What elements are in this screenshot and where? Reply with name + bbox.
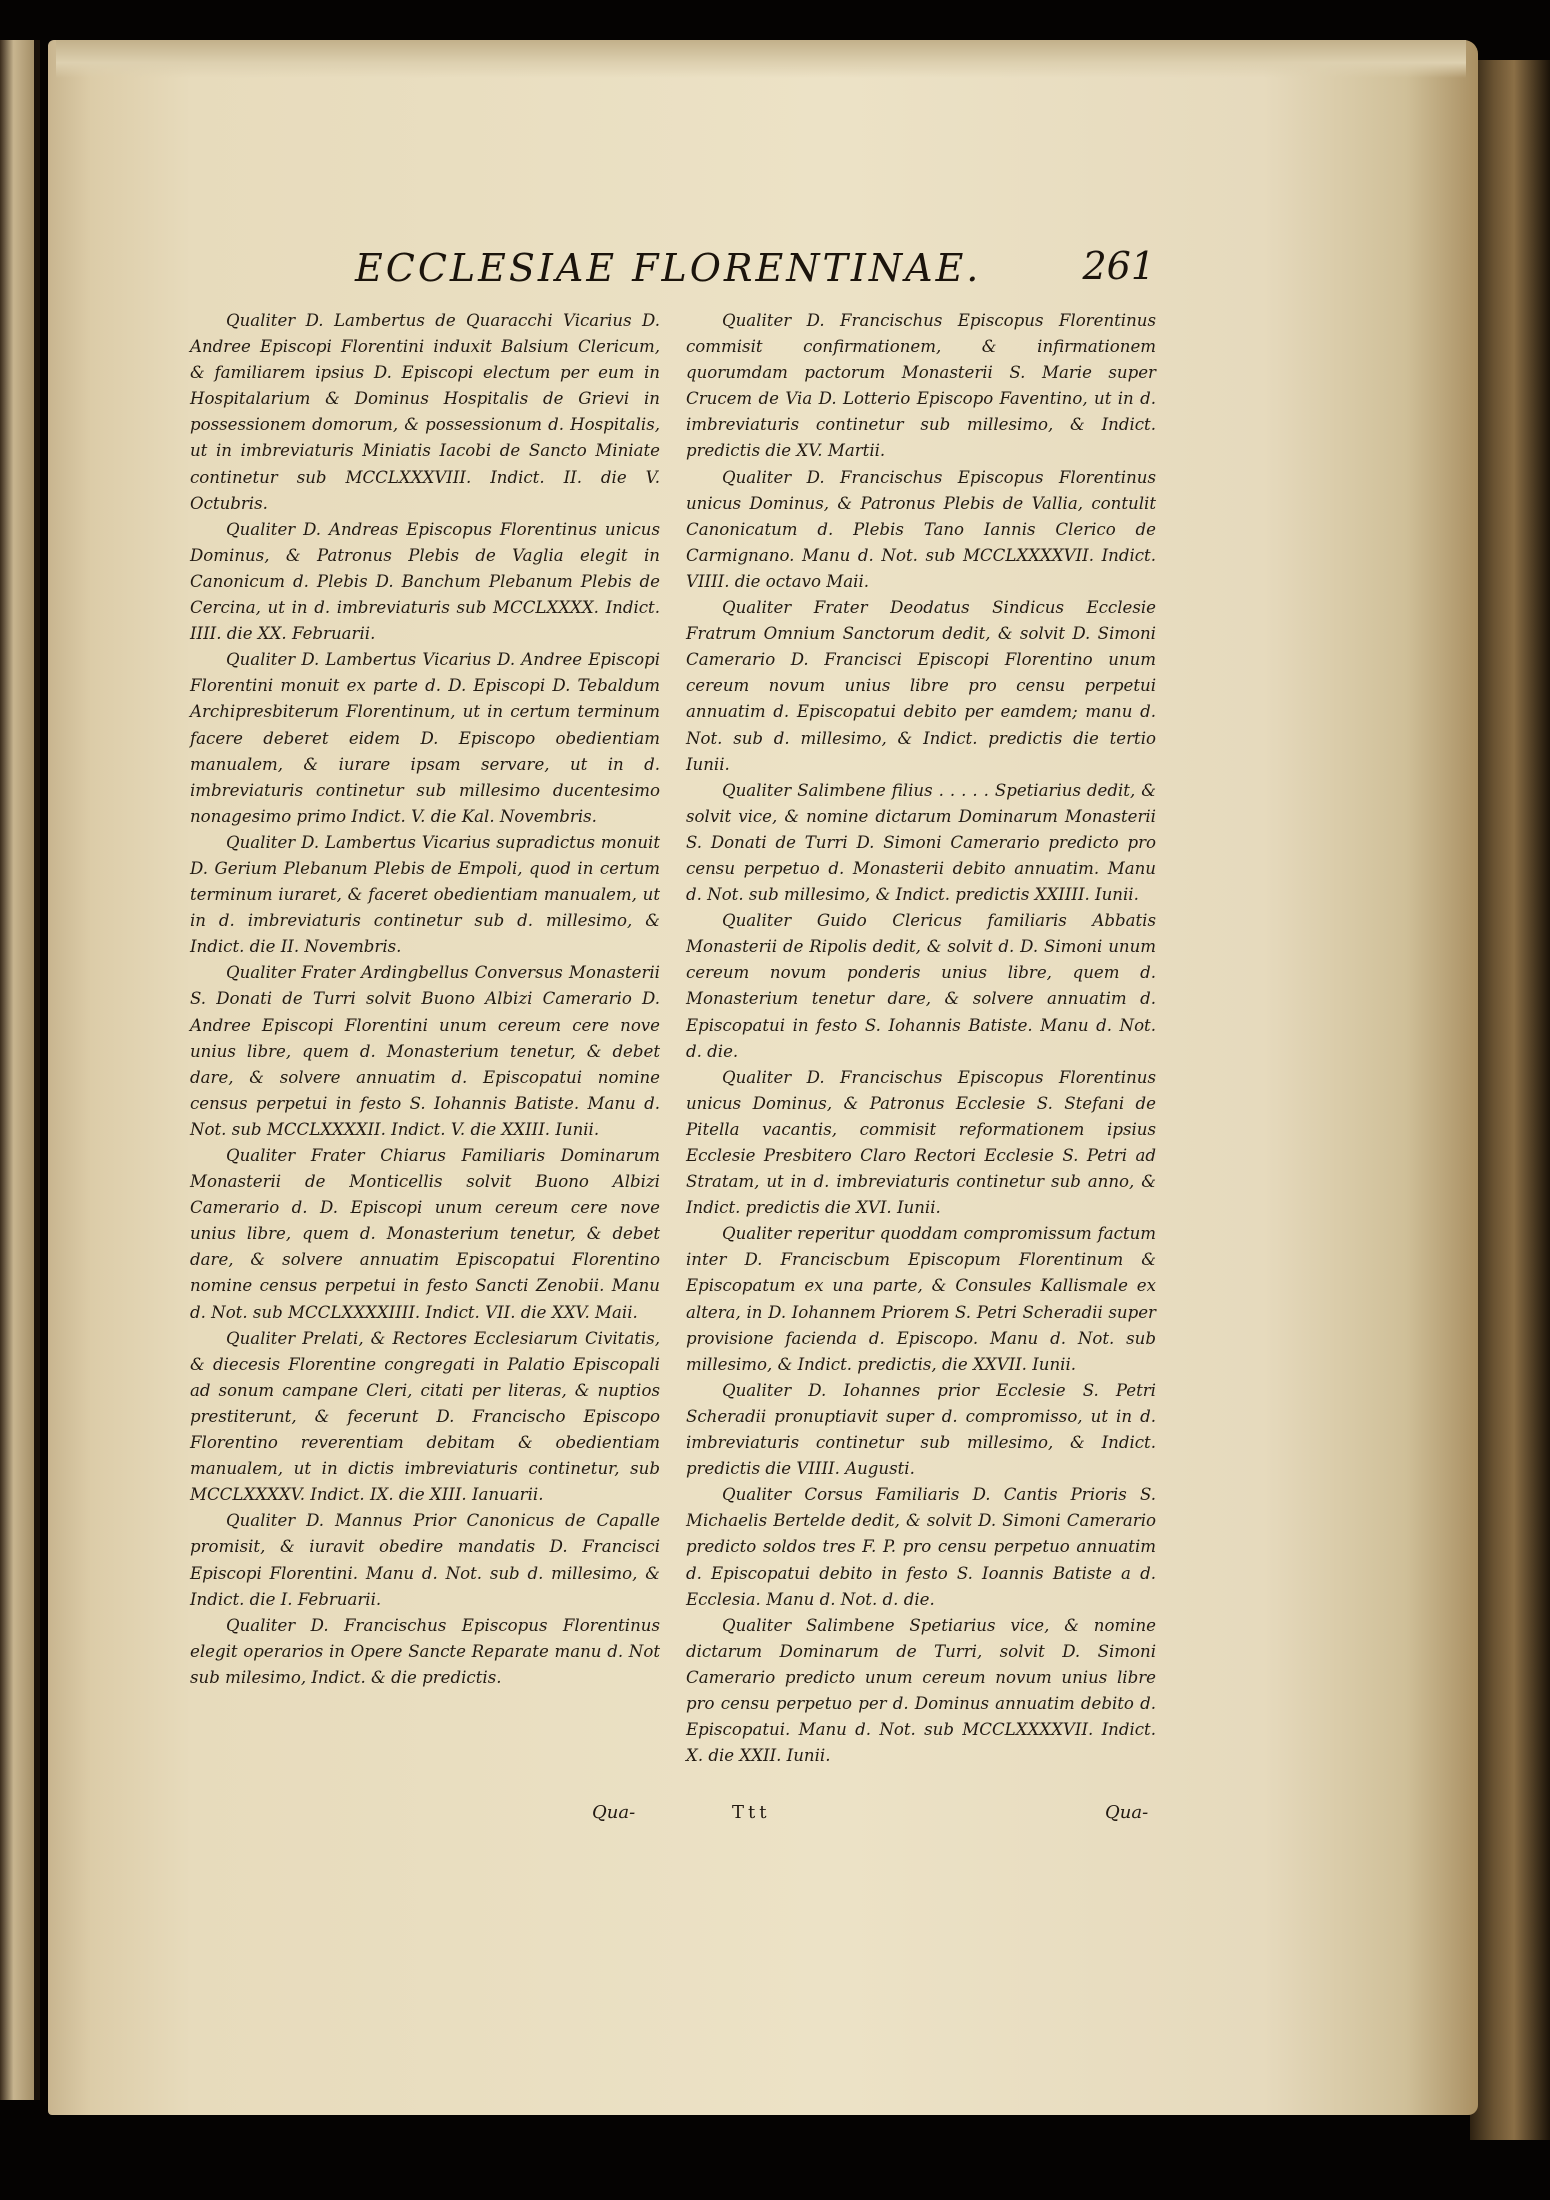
catchword-left: Qua- <box>592 1802 636 1823</box>
adjacent-page-edge <box>0 40 34 2100</box>
entry: Qualiter Prelati, & Rectores Ecclesiarum Civitatis, & diecesis Florentine congregati in Palatio Episcopali ad sonum campane Cleri, citati per literas, & nuptios prestiterunt, & fecerunt D. Francischo Episcopo Florentino reverentiam debitam & obedientiam manualem, ut in dictis imbreviaturis continetur, sub MCCLXXXXV. Indict. IX. die XIII. Ianuarii. <box>190 1328 660 1505</box>
entry: Qualiter reperitur quoddam compromissum factum inter D. Franciscbum Episcopum Florentinum & Episcopatum ex una parte, & Consules Kallismale ex altera, in D. Iohannem Priorem S. Petri Scheradii super provisione facienda d. Episcopo. Manu d. Not. sub millesimo, & Indict. predictis, die XXVII. Iunii. <box>686 1224 1156 1374</box>
catchword-right: Qua- <box>1105 1802 1149 1823</box>
page-top-edge <box>56 40 1466 78</box>
entry: Qualiter D. Francischus Episcopus Florentinus unicus Dominus, & Patronus Plebis de Vallia, contulit Canonicatum d. Plebis Tano Iannis Clerico de Carmignano. Manu d. Not. sub MCCLXXXXVII. Indict. VIIII. die octavo Maii. <box>686 467 1156 591</box>
entry: Qualiter Salimbene Spetiarius vice, & nomine dictarum Dominarum de Turri, solvit D. Simoni Camerario predicto unum cereum novum unius libre pro censu perpetuo per d. Dominus annuatim debito d. Episcopatui. Manu d. Not. sub MCCLXXXXVII. Indict. X. die XXII. Iunii. <box>686 1615 1156 1766</box>
entry: Qualiter Guido Clericus familiaris Abbatis Monasterii de Ripolis dedit, & solvit d. D. Simoni unum cereum novum ponderis unius libre, quem d. Monasterium tenetur dare, & solvere annuatim d. Episcopatui in festo S. Iohannis Batiste. Manu d. Not. d. die. <box>686 911 1156 1061</box>
page-header <box>355 246 1155 298</box>
entry: Qualiter D. Lambertus Vicarius D. Andree Episcopi Florentini monuit ex parte d. D. Episcopi D. Tebaldum Archipresbiterum Florentinum, ut in certum terminum facere deberet eidem D. Episcopo obedientiam manualem, & iurare ipsam servare, ut in d. imbreviaturis continetur sub millesimo ducentesimo nonagesimo primo Indict. V. die Kal. Novembris. <box>190 650 660 826</box>
right-column <box>686 308 1156 1769</box>
book-fore-edge <box>1470 60 1550 2140</box>
entry: Qualiter D. Lambertus de Quaracchi Vicarius D. Andree Episcopi Florentini induxit Balsium Clericum, & familiarem ipsius D. Episcopi electum per eum in Hospitalarium & Dominus Hospitalis de Grievi in possessionem domorum, & possessionum d. Hospitalis, ut in imbreviaturis Miniatis Iacobi de Sancto Miniate continetur sub MCCLXXXVIII. Indict. II. die V. Octubris. <box>190 311 660 513</box>
entry: Qualiter Frater Deodatus Sindicus Ecclesie Fratrum Omnium Sanctorum dedit, & solvit D. Simoni Camerario D. Francisci Episcopi Florentino unum cereum novum unius libre pro censu perpetui annuatim d. Episcopatui debito per eamdem; manu d. Not. sub d. millesimo, & Indict. predictis die tertio Iunii. <box>686 598 1156 774</box>
entry: Qualiter Corsus Familiaris D. Cantis Prioris S. Michaelis Bertelde dedit, & solvit D. Simoni Camerario predicto soldos tres F. P. pro censu perpetuo annuatim d. Episcopatui debito in festo S. Ioannis Batiste a d. Ecclesia. Manu d. Not. d. die. <box>686 1485 1156 1609</box>
entry: Qualiter D. Francischus Episcopus Florentinus unicus Dominus, & Patronus Ecclesie S. Stefani de Pitella vacantis, commisit reformationem ipsius Ecclesie Presbitero Claro Rectori Ecclesie S. Petri ad Stratam, ut in d. imbreviaturis continetur sub anno, & Indict. predictis die XVI. Iunii. <box>686 1067 1156 1218</box>
entry: Qualiter Frater Chiarus Familiaris Dominarum Monasterii de Monticellis solvit Buono Albizi Camerario d. D. Episcopi unum cereum cere nove unius libre, quem d. Monasterium tenetur, & debet dare, & solvere annuatim Episcopatui Florentino nomine census perpetui in festo Sancti Zenobii. Manu d. Not. sub MCCLXXXXIIII. Indict. VII. die XXV. Maii. <box>190 1146 660 1322</box>
entry: Qualiter D. Francischus Episcopus Florentinus commisit confirmationem, & infirmationem quorumdam pactorum Monasterii S. Marie super Crucem de Via D. Lotterio Episcopo Faventino, ut in d. imbreviaturis continetur sub millesimo, & Indict. predictis die XV. Martii. <box>686 311 1156 461</box>
running-title: ECCLESIAE FLORENTINAE. <box>355 246 982 290</box>
entry: Qualiter D. Andreas Episcopus Florentinus unicus Dominus, & Patronus Plebis de Vaglia elegit in Canonicum d. Plebis D. Banchum Plebanum Plebis de Cercina, ut in d. imbreviaturis sub MCCLXXXX. Indict. IIII. die XX. Februarii. <box>190 519 660 644</box>
page-number: 261 <box>1082 244 1155 288</box>
entry: Qualiter D. Francischus Episcopus Florentinus elegit operarios in Opere Sancte Reparate manu d. Not sub milesimo, Indict. & die predictis. <box>190 1615 660 1687</box>
entry: Qualiter Frater Ardingbellus Conversus Monasterii S. Donati de Turri solvit Buono Albizi Camerario D. Andree Episcopi Florentini unum cereum cere nove unius libre, quem d. Monasterium tenetur, & debet dare, & solvere annuatim d. Episcopatui nomine census perpetui in festo S. Iohannis Batiste. Manu d. Not. sub MCCLXXXXII. Indict. V. die XXIII. Iunii. <box>190 963 660 1139</box>
entry: Qualiter Salimbene filius . . . . . Spetiarius dedit, & solvit vice, & nomine dictarum Dominarum Monasterii S. Donati de Turri D. Simoni Camerario predicto pro censu perpetuo d. Monasterii debito annuatim. Manu d. Not. sub millesimo, & Indict. predictis XXIIII. Iunii. <box>686 780 1156 905</box>
entry: Qualiter D. Mannus Prior Canonicus de Capalle promisit, & iuravit obedire mandatis D. Francisci Episcopi Florentini. Manu d. Not. sub d. millesimo, & Indict. die I. Februarii. <box>190 1511 660 1609</box>
signature-mark: Ttt <box>732 1802 771 1823</box>
left-column <box>190 308 660 1691</box>
entry: Qualiter D. Iohannes prior Ecclesie S. Petri Scheradii pronuptiavit super d. compromisso, ut in d. imbreviaturis continetur sub millesimo, & Indict. predictis die VIIII. Augusti. <box>686 1380 1156 1479</box>
entry: Qualiter D. Lambertus Vicarius supradictus monuit D. Gerium Plebanum Plebis de Empoli, quod in certum terminum iuraret, & faceret obedientiam manualem, ut in d. imbreviaturis continetur sub d. millesimo, & Indict. die II. Novembris. <box>190 832 660 957</box>
